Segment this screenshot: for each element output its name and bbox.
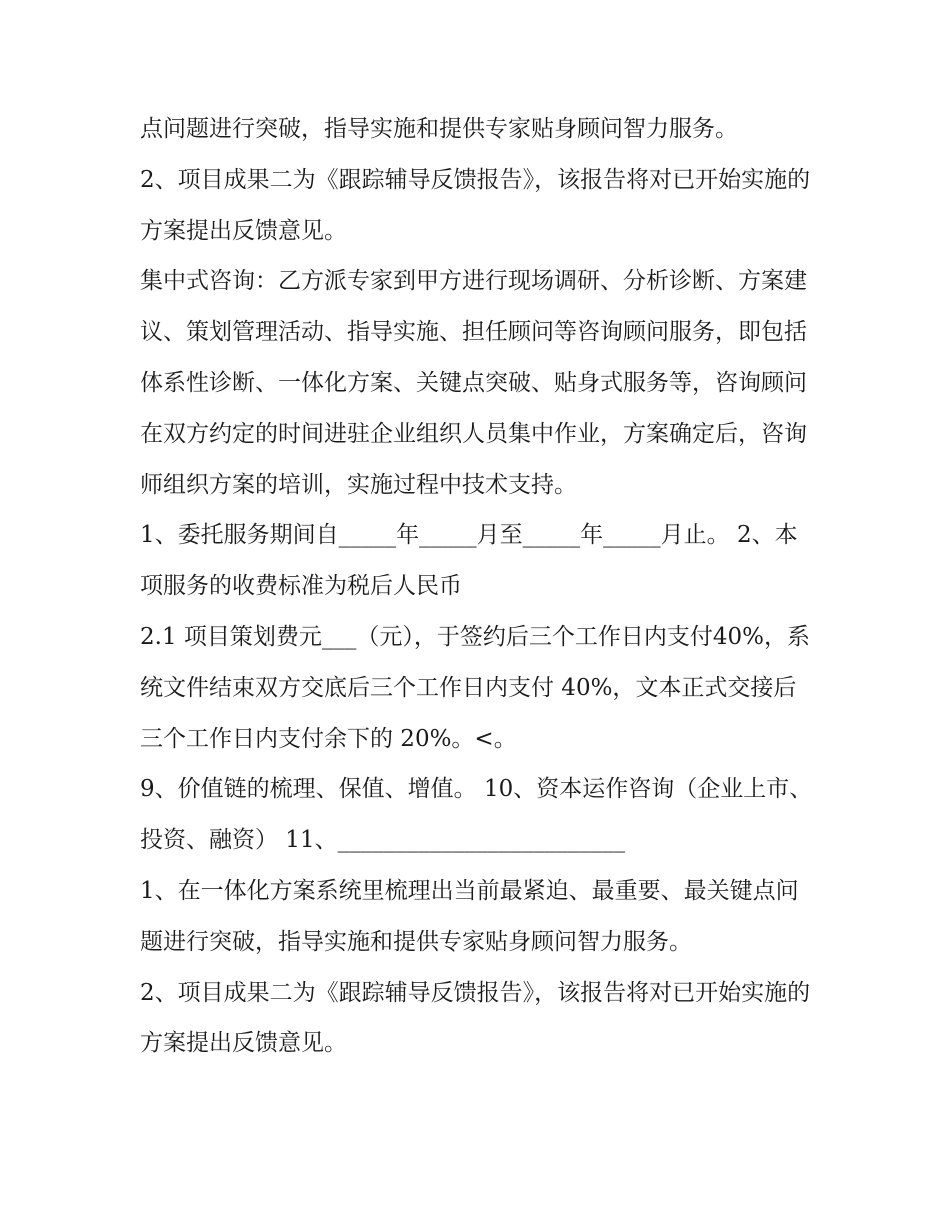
paragraph: 9、价值链的梳理、保值、增值。 10、资本运作咨询（企业上市、投资、融资） 11、_________________________ — [140, 776, 813, 854]
document-page — [140, 104, 815, 1069]
paragraph: 1、在一体化方案系统里梳理出当前最紧迫、最重要、最关键点问题进行突破，指导实施和提供专家贴身顾问智力服务。 — [140, 877, 799, 955]
paragraph: 点问题进行突破，指导实施和提供专家贴身顾问智力服务。 — [140, 116, 738, 142]
paragraph: 2、项目成果二为《跟踪辅导反馈报告》，该报告将对已开始实施的方案提出反馈意见。 — [140, 166, 811, 244]
paragraph: 2.1 项目策划费元___（元），于签约后三个工作日内支付40%，系统文件结束双方交底后三个工作日内支付 40%，文本正式交接后三个工作日内支付余下的 20%。<。 — [140, 623, 811, 752]
paragraph: 1、委托服务期间自_____年_____月至_____年_____月止。 2、本项服务的收费标准为税后人民币 — [140, 522, 798, 600]
paragraph: 集中式咨询：乙方派专家到甲方进行现场调研、分析诊断、方案建议、策划管理活动、指导实施、担任顾问等咨询顾问服务，即包括体系性诊断、一体化方案、关键点突破、贴身式服务等，咨询顾问在双方约定的时间进驻企业组织人员集中作业，方案确定后，咨询师组织方案的培训，实施过程中技术支持。 — [140, 268, 807, 498]
paragraph: 2、项目成果二为《跟踪辅导反馈报告》，该报告将对已开始实施的方案提出反馈意见。 — [140, 979, 811, 1057]
